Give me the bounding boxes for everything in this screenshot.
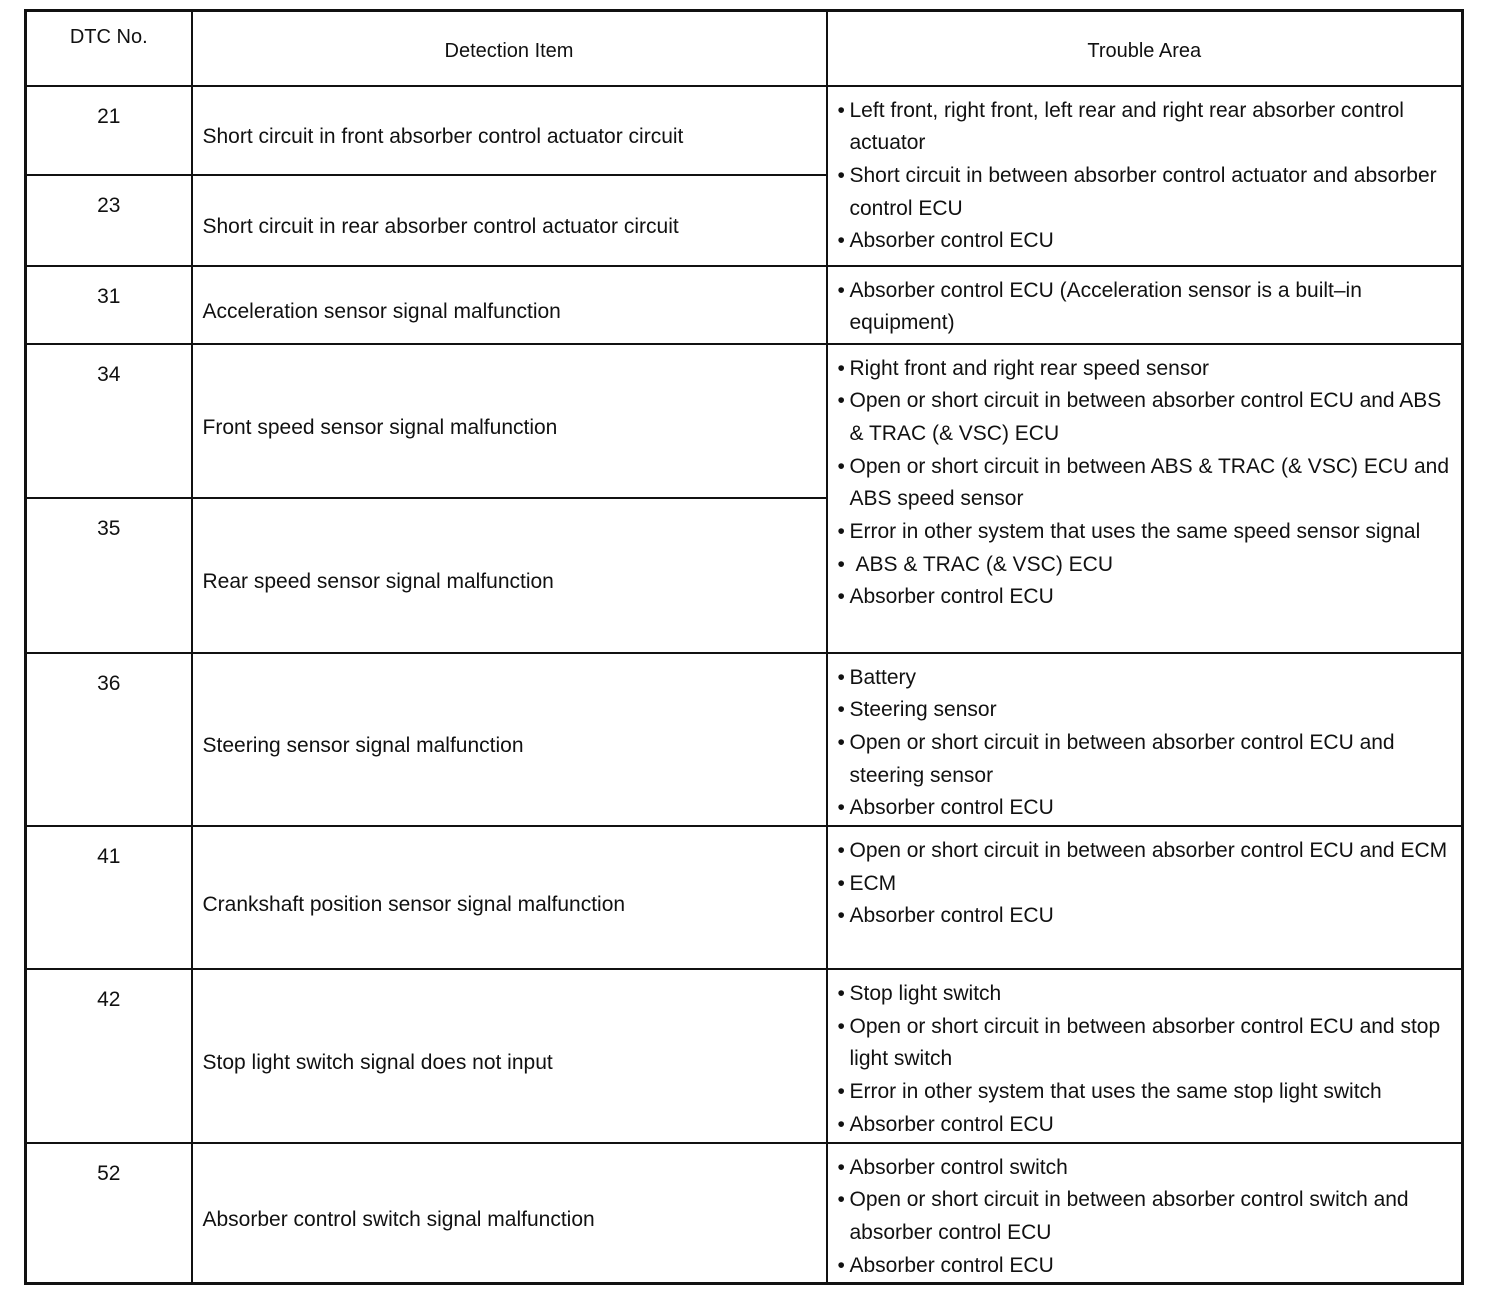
dtc-number: 21	[26, 86, 192, 175]
trouble-area-item: • Right front and right rear speed sensor	[838, 353, 1456, 386]
trouble-area-item: • Error in other system that uses the same speed sensor signal	[838, 516, 1456, 549]
trouble-area-list	[838, 353, 1456, 615]
trouble-area-item: • Open or short circuit in between absorber control ECU and steering sensor	[838, 727, 1456, 792]
table-row	[26, 969, 1463, 1143]
detection-item: Stop light switch signal does not input	[192, 969, 827, 1143]
trouble-area-item: • Open or short circuit in between absorber control ECU and ECM	[838, 835, 1456, 868]
trouble-area-list	[838, 1152, 1456, 1283]
trouble-area	[827, 86, 1463, 266]
trouble-area-item: • Absorber control ECU (Acceleration sensor is a built–in equipment)	[838, 275, 1456, 340]
detection-item: Acceleration sensor signal malfunction	[192, 266, 827, 344]
dtc-table	[24, 9, 1464, 1285]
detection-item: Short circuit in rear absorber control actuator circuit	[192, 175, 827, 266]
trouble-area-item: • Open or short circuit in between absorber control ECU and stop light switch	[838, 1011, 1456, 1076]
trouble-area-item: • Absorber control ECU	[838, 225, 1456, 258]
detection-item: Absorber control switch signal malfunction	[192, 1143, 827, 1284]
trouble-area	[827, 969, 1463, 1143]
table-row	[26, 653, 1463, 827]
dtc-number: 52	[26, 1143, 192, 1284]
trouble-area-item: • Open or short circuit in between absorber control ECU and ABS & TRAC (& VSC) ECU	[838, 385, 1456, 450]
trouble-area-item: • Left front, right front, left rear and right rear absorber control actuator	[838, 95, 1456, 160]
trouble-area	[827, 653, 1463, 827]
trouble-area	[827, 344, 1463, 653]
trouble-area-list	[838, 95, 1456, 259]
detection-item: Short circuit in front absorber control actuator circuit	[192, 86, 827, 175]
trouble-area-item: • Absorber control ECU	[838, 792, 1456, 825]
trouble-area-item: • Absorber control ECU	[838, 1250, 1456, 1283]
trouble-area-item: • Open or short circuit in between ABS & TRAC (& VSC) ECU and ABS speed sensor	[838, 451, 1456, 516]
trouble-area	[827, 266, 1463, 344]
trouble-area-item: • Absorber control ECU	[838, 900, 1456, 933]
header-dtc-no: DTC No.	[26, 11, 192, 86]
trouble-area-list	[838, 275, 1456, 340]
trouble-area-item: • Absorber control ECU	[838, 581, 1456, 614]
trouble-area-item: • Stop light switch	[838, 978, 1456, 1011]
dtc-number: 41	[26, 826, 192, 969]
table-row	[26, 1143, 1463, 1284]
trouble-area-item: • ECM	[838, 868, 1456, 901]
trouble-area-item: • Battery	[838, 662, 1456, 695]
table-row	[26, 86, 1463, 175]
dtc-number: 36	[26, 653, 192, 827]
table-row	[26, 344, 1463, 498]
header-detection-item: Detection Item	[192, 11, 827, 86]
detection-item: Crankshaft position sensor signal malfunction	[192, 826, 827, 969]
trouble-area	[827, 1143, 1463, 1284]
trouble-area-item: • Steering sensor	[838, 694, 1456, 727]
detection-item: Steering sensor signal malfunction	[192, 653, 827, 827]
dtc-number: 31	[26, 266, 192, 344]
dtc-number: 42	[26, 969, 192, 1143]
dtc-number: 35	[26, 498, 192, 653]
trouble-area-item: • Short circuit in between absorber control actuator and absorber control ECU	[838, 160, 1456, 225]
trouble-area-item: • Absorber control ECU	[838, 1109, 1456, 1142]
dtc-number: 34	[26, 344, 192, 498]
trouble-area-list	[838, 835, 1456, 933]
trouble-area-item: • Open or short circuit in between absorber control switch and absorber control ECU	[838, 1184, 1456, 1249]
trouble-area	[827, 826, 1463, 969]
header-trouble-area: Trouble Area	[827, 11, 1463, 86]
trouble-area-list	[838, 662, 1456, 826]
dtc-number: 23	[26, 175, 192, 266]
trouble-area-list	[838, 978, 1456, 1142]
detection-item: Rear speed sensor signal malfunction	[192, 498, 827, 653]
trouble-area-item: • Error in other system that uses the same stop light switch	[838, 1076, 1456, 1109]
trouble-area-item: • Absorber control switch	[838, 1152, 1456, 1185]
header-row	[26, 11, 1463, 86]
detection-item: Front speed sensor signal malfunction	[192, 344, 827, 498]
table-row	[26, 266, 1463, 344]
trouble-area-item: • ABS & TRAC (& VSC) ECU	[838, 549, 1456, 582]
table-row	[26, 826, 1463, 969]
